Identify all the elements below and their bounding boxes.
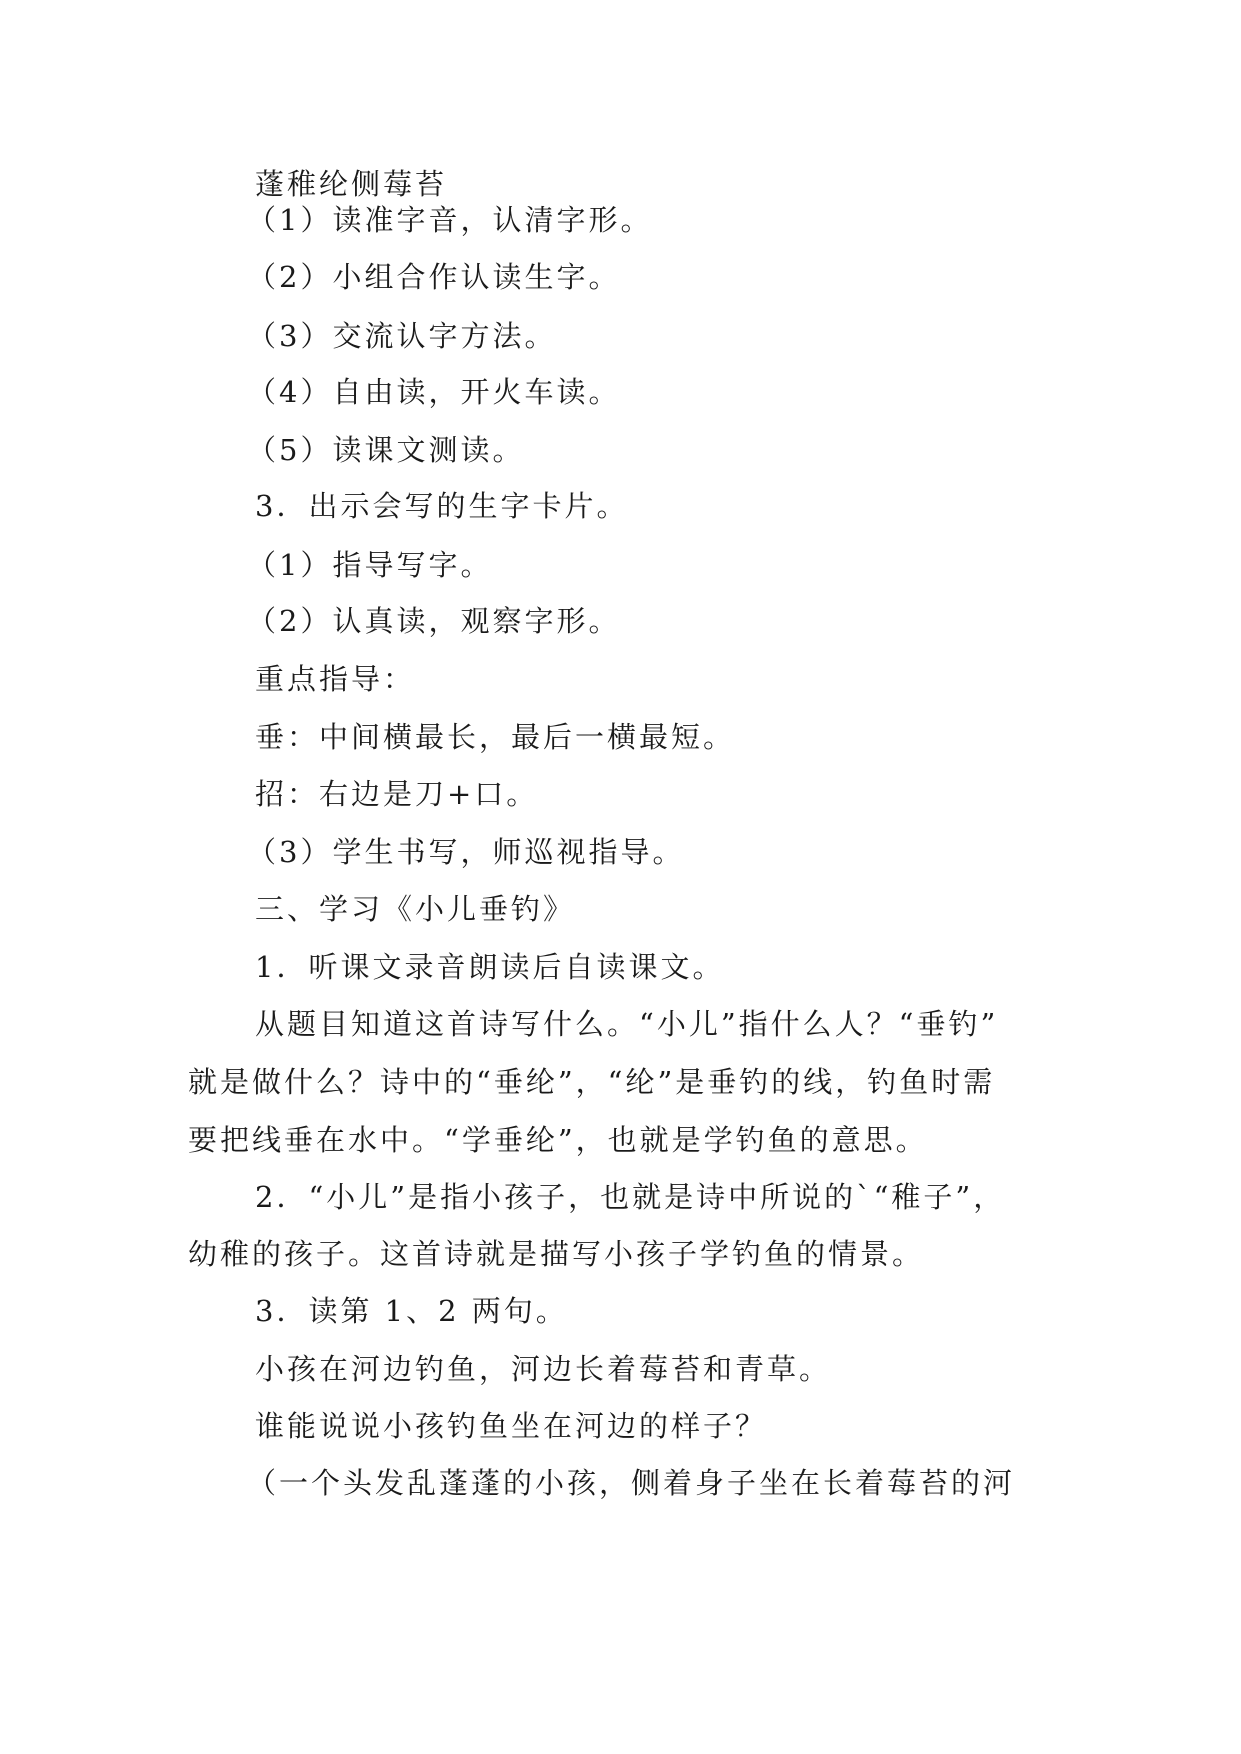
text-line: （5）读课文测读。 bbox=[247, 433, 525, 467]
text-line: （一个头发乱蓬蓬的小孩，侧着身子坐在长着莓苔的河 bbox=[247, 1466, 1016, 1500]
text-line: 幼稚的孩子。这首诗就是描写小孩子学钓鱼的情景。 bbox=[188, 1237, 925, 1271]
text-line: 谁能说说小孩钓鱼坐在河边的样子？ bbox=[255, 1409, 768, 1443]
text-line: （2）认真读，观察字形。 bbox=[247, 604, 621, 638]
text-line: 3．读第 1、2 两句。 bbox=[255, 1294, 568, 1328]
text-line: 蓬稚纶侧莓苔 bbox=[255, 167, 448, 201]
text-line: 三、学习《小儿垂钓》 bbox=[255, 892, 576, 926]
text-line: （3）交流认字方法。 bbox=[247, 319, 557, 353]
text-line: 3．出示会写的生字卡片。 bbox=[255, 489, 629, 523]
text-line: 招：右边是刀+口。 bbox=[255, 777, 539, 811]
text-line: 要把线垂在水中。“学垂纶”，也就是学钓鱼的意思。 bbox=[188, 1123, 928, 1157]
text-line: （2）小组合作认读生字。 bbox=[247, 260, 621, 294]
text-line: 小孩在河边钓鱼，河边长着莓苔和青草。 bbox=[255, 1352, 832, 1386]
text-line: （4）自由读，开火车读。 bbox=[247, 375, 621, 409]
text-line: （1）指导写字。 bbox=[247, 548, 493, 582]
text-line: （1）读准字音，认清字形。 bbox=[247, 203, 653, 237]
text-line: 从题目知道这首诗写什么。“小儿”指什么人？“垂钓” bbox=[255, 1007, 999, 1041]
text-line: 重点指导： bbox=[255, 662, 416, 696]
text-line: 就是做什么？诗中的“垂纶”，“纶”是垂钓的线，钓鱼时需 bbox=[188, 1065, 996, 1099]
text-line: （3）学生书写，师巡视指导。 bbox=[247, 835, 685, 869]
text-line: 2．“小儿”是指小孩子，也就是诗中所说的`“稚子”， bbox=[255, 1180, 1006, 1214]
text-line: 1．听课文录音朗读后自读课文。 bbox=[255, 950, 725, 984]
text-line: 垂：中间横最长，最后一横最短。 bbox=[255, 720, 736, 754]
